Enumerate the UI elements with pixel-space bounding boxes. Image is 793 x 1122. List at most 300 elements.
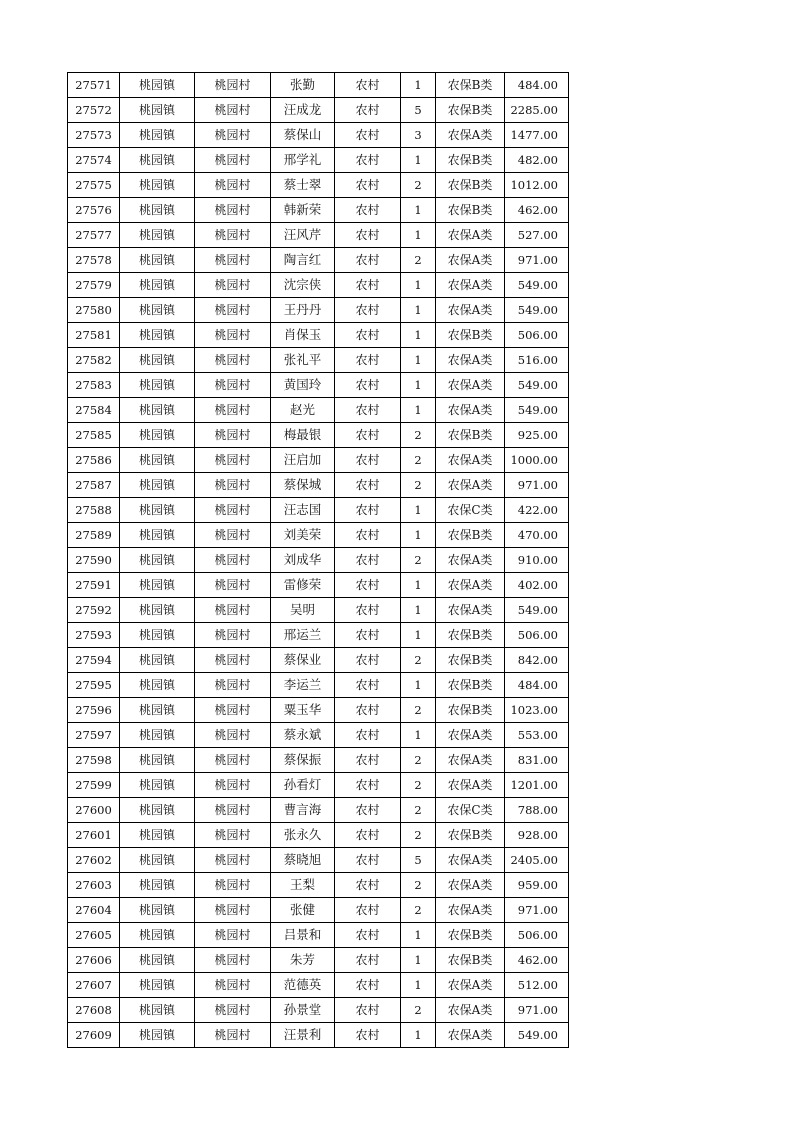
village-cell: 桃园村 bbox=[195, 823, 271, 848]
name-cell: 汪景利 bbox=[271, 1023, 335, 1048]
village-cell: 桃园村 bbox=[195, 473, 271, 498]
table-row bbox=[68, 473, 569, 498]
amount-cell: 549.00 bbox=[505, 398, 569, 423]
name-cell: 雷修荣 bbox=[271, 573, 335, 598]
household-type-cell: 农村 bbox=[335, 123, 401, 148]
category-cell: 农保A类 bbox=[436, 848, 505, 873]
record-id-cell: 27606 bbox=[68, 948, 120, 973]
town-cell: 桃园镇 bbox=[120, 373, 195, 398]
name-cell: 刘美荣 bbox=[271, 523, 335, 548]
member-count-cell: 2 bbox=[401, 648, 436, 673]
name-cell: 吴明 bbox=[271, 598, 335, 623]
table-row bbox=[68, 448, 569, 473]
category-cell: 农保A类 bbox=[436, 573, 505, 598]
record-id-cell: 27571 bbox=[68, 73, 120, 98]
household-type-cell: 农村 bbox=[335, 373, 401, 398]
household-type-cell: 农村 bbox=[335, 423, 401, 448]
household-type-cell: 农村 bbox=[335, 473, 401, 498]
member-count-cell: 1 bbox=[401, 523, 436, 548]
member-count-cell: 2 bbox=[401, 798, 436, 823]
category-cell: 农保C类 bbox=[436, 498, 505, 523]
amount-cell: 516.00 bbox=[505, 348, 569, 373]
town-cell: 桃园镇 bbox=[120, 298, 195, 323]
town-cell: 桃园镇 bbox=[120, 823, 195, 848]
town-cell: 桃园镇 bbox=[120, 123, 195, 148]
name-cell: 陶言红 bbox=[271, 248, 335, 273]
table-row bbox=[68, 598, 569, 623]
record-id-cell: 27585 bbox=[68, 423, 120, 448]
name-cell: 汪成龙 bbox=[271, 98, 335, 123]
table-row bbox=[68, 273, 569, 298]
village-cell: 桃园村 bbox=[195, 648, 271, 673]
household-type-cell: 农村 bbox=[335, 248, 401, 273]
table-row bbox=[68, 873, 569, 898]
member-count-cell: 2 bbox=[401, 548, 436, 573]
village-cell: 桃园村 bbox=[195, 798, 271, 823]
household-type-cell: 农村 bbox=[335, 548, 401, 573]
amount-cell: 462.00 bbox=[505, 948, 569, 973]
member-count-cell: 1 bbox=[401, 498, 436, 523]
village-cell: 桃园村 bbox=[195, 723, 271, 748]
name-cell: 蔡保山 bbox=[271, 123, 335, 148]
village-cell: 桃园村 bbox=[195, 398, 271, 423]
name-cell: 张礼平 bbox=[271, 348, 335, 373]
village-cell: 桃园村 bbox=[195, 873, 271, 898]
table-row bbox=[68, 973, 569, 998]
table-row bbox=[68, 198, 569, 223]
town-cell: 桃园镇 bbox=[120, 898, 195, 923]
member-count-cell: 1 bbox=[401, 73, 436, 98]
category-cell: 农保A类 bbox=[436, 473, 505, 498]
household-type-cell: 农村 bbox=[335, 323, 401, 348]
record-id-cell: 27584 bbox=[68, 398, 120, 423]
village-cell: 桃园村 bbox=[195, 973, 271, 998]
category-cell: 农保B类 bbox=[436, 923, 505, 948]
amount-cell: 549.00 bbox=[505, 298, 569, 323]
record-id-cell: 27580 bbox=[68, 298, 120, 323]
name-cell: 王梨 bbox=[271, 873, 335, 898]
record-id-cell: 27590 bbox=[68, 548, 120, 573]
category-cell: 农保B类 bbox=[436, 698, 505, 723]
record-id-cell: 27598 bbox=[68, 748, 120, 773]
member-count-cell: 1 bbox=[401, 573, 436, 598]
member-count-cell: 2 bbox=[401, 773, 436, 798]
record-id-cell: 27587 bbox=[68, 473, 120, 498]
record-id-cell: 27573 bbox=[68, 123, 120, 148]
member-count-cell: 1 bbox=[401, 223, 436, 248]
town-cell: 桃园镇 bbox=[120, 423, 195, 448]
table-row bbox=[68, 498, 569, 523]
household-type-cell: 农村 bbox=[335, 798, 401, 823]
town-cell: 桃园镇 bbox=[120, 73, 195, 98]
member-count-cell: 1 bbox=[401, 1023, 436, 1048]
name-cell: 梅最银 bbox=[271, 423, 335, 448]
village-cell: 桃园村 bbox=[195, 598, 271, 623]
name-cell: 韩新荣 bbox=[271, 198, 335, 223]
name-cell: 孙景堂 bbox=[271, 998, 335, 1023]
member-count-cell: 1 bbox=[401, 398, 436, 423]
village-cell: 桃园村 bbox=[195, 448, 271, 473]
town-cell: 桃园镇 bbox=[120, 848, 195, 873]
amount-cell: 2405.00 bbox=[505, 848, 569, 873]
category-cell: 农保C类 bbox=[436, 798, 505, 823]
member-count-cell: 3 bbox=[401, 123, 436, 148]
table-row bbox=[68, 123, 569, 148]
village-cell: 桃园村 bbox=[195, 148, 271, 173]
table-row bbox=[68, 298, 569, 323]
village-cell: 桃园村 bbox=[195, 898, 271, 923]
name-cell: 吕景和 bbox=[271, 923, 335, 948]
town-cell: 桃园镇 bbox=[120, 348, 195, 373]
amount-cell: 959.00 bbox=[505, 873, 569, 898]
amount-cell: 971.00 bbox=[505, 473, 569, 498]
member-count-cell: 1 bbox=[401, 373, 436, 398]
category-cell: 农保B类 bbox=[436, 948, 505, 973]
name-cell: 赵光 bbox=[271, 398, 335, 423]
name-cell: 王丹丹 bbox=[271, 298, 335, 323]
record-id-cell: 27604 bbox=[68, 898, 120, 923]
town-cell: 桃园镇 bbox=[120, 223, 195, 248]
town-cell: 桃园镇 bbox=[120, 598, 195, 623]
category-cell: 农保B类 bbox=[436, 623, 505, 648]
record-id-cell: 27609 bbox=[68, 1023, 120, 1048]
household-type-cell: 农村 bbox=[335, 698, 401, 723]
village-cell: 桃园村 bbox=[195, 773, 271, 798]
amount-cell: 1023.00 bbox=[505, 698, 569, 723]
town-cell: 桃园镇 bbox=[120, 1023, 195, 1048]
table-row bbox=[68, 723, 569, 748]
village-cell: 桃园村 bbox=[195, 123, 271, 148]
town-cell: 桃园镇 bbox=[120, 998, 195, 1023]
name-cell: 蔡保城 bbox=[271, 473, 335, 498]
record-id-cell: 27597 bbox=[68, 723, 120, 748]
household-type-cell: 农村 bbox=[335, 623, 401, 648]
town-cell: 桃园镇 bbox=[120, 323, 195, 348]
record-id-cell: 27595 bbox=[68, 673, 120, 698]
category-cell: 农保A类 bbox=[436, 373, 505, 398]
amount-cell: 482.00 bbox=[505, 148, 569, 173]
amount-cell: 925.00 bbox=[505, 423, 569, 448]
member-count-cell: 1 bbox=[401, 198, 436, 223]
village-cell: 桃园村 bbox=[195, 323, 271, 348]
category-cell: 农保A类 bbox=[436, 723, 505, 748]
amount-cell: 842.00 bbox=[505, 648, 569, 673]
table-row bbox=[68, 348, 569, 373]
amount-cell: 506.00 bbox=[505, 923, 569, 948]
table-row bbox=[68, 173, 569, 198]
household-type-cell: 农村 bbox=[335, 773, 401, 798]
village-cell: 桃园村 bbox=[195, 248, 271, 273]
town-cell: 桃园镇 bbox=[120, 798, 195, 823]
household-type-cell: 农村 bbox=[335, 573, 401, 598]
household-type-cell: 农村 bbox=[335, 98, 401, 123]
table-row bbox=[68, 648, 569, 673]
amount-cell: 1012.00 bbox=[505, 173, 569, 198]
record-id-cell: 27575 bbox=[68, 173, 120, 198]
table-row bbox=[68, 798, 569, 823]
town-cell: 桃园镇 bbox=[120, 98, 195, 123]
data-table bbox=[67, 72, 569, 1048]
name-cell: 汪志国 bbox=[271, 498, 335, 523]
town-cell: 桃园镇 bbox=[120, 723, 195, 748]
amount-cell: 527.00 bbox=[505, 223, 569, 248]
name-cell: 李运兰 bbox=[271, 673, 335, 698]
table-row bbox=[68, 73, 569, 98]
table-row bbox=[68, 623, 569, 648]
table-row bbox=[68, 923, 569, 948]
category-cell: 农保B类 bbox=[436, 648, 505, 673]
table-row bbox=[68, 148, 569, 173]
town-cell: 桃园镇 bbox=[120, 198, 195, 223]
member-count-cell: 2 bbox=[401, 173, 436, 198]
name-cell: 粟玉华 bbox=[271, 698, 335, 723]
household-type-cell: 农村 bbox=[335, 1023, 401, 1048]
record-id-cell: 27578 bbox=[68, 248, 120, 273]
name-cell: 沈宗侠 bbox=[271, 273, 335, 298]
record-id-cell: 27572 bbox=[68, 98, 120, 123]
amount-cell: 549.00 bbox=[505, 598, 569, 623]
member-count-cell: 1 bbox=[401, 673, 436, 698]
town-cell: 桃园镇 bbox=[120, 548, 195, 573]
category-cell: 农保A类 bbox=[436, 223, 505, 248]
member-count-cell: 2 bbox=[401, 473, 436, 498]
member-count-cell: 2 bbox=[401, 698, 436, 723]
household-type-cell: 农村 bbox=[335, 298, 401, 323]
town-cell: 桃园镇 bbox=[120, 673, 195, 698]
member-count-cell: 2 bbox=[401, 823, 436, 848]
village-cell: 桃园村 bbox=[195, 73, 271, 98]
category-cell: 农保B类 bbox=[436, 198, 505, 223]
member-count-cell: 1 bbox=[401, 723, 436, 748]
town-cell: 桃园镇 bbox=[120, 948, 195, 973]
category-cell: 农保A类 bbox=[436, 123, 505, 148]
amount-cell: 971.00 bbox=[505, 248, 569, 273]
category-cell: 农保B类 bbox=[436, 173, 505, 198]
town-cell: 桃园镇 bbox=[120, 773, 195, 798]
category-cell: 农保B类 bbox=[436, 823, 505, 848]
category-cell: 农保A类 bbox=[436, 973, 505, 998]
table-row bbox=[68, 223, 569, 248]
member-count-cell: 1 bbox=[401, 348, 436, 373]
amount-cell: 470.00 bbox=[505, 523, 569, 548]
category-cell: 农保A类 bbox=[436, 348, 505, 373]
member-count-cell: 2 bbox=[401, 998, 436, 1023]
name-cell: 蔡晓旭 bbox=[271, 848, 335, 873]
amount-cell: 506.00 bbox=[505, 623, 569, 648]
record-id-cell: 27599 bbox=[68, 773, 120, 798]
category-cell: 农保A类 bbox=[436, 273, 505, 298]
record-id-cell: 27593 bbox=[68, 623, 120, 648]
category-cell: 农保A类 bbox=[436, 748, 505, 773]
record-id-cell: 27592 bbox=[68, 598, 120, 623]
table-row bbox=[68, 998, 569, 1023]
household-type-cell: 农村 bbox=[335, 923, 401, 948]
table-row bbox=[68, 748, 569, 773]
household-type-cell: 农村 bbox=[335, 223, 401, 248]
town-cell: 桃园镇 bbox=[120, 398, 195, 423]
record-id-cell: 27582 bbox=[68, 348, 120, 373]
village-cell: 桃园村 bbox=[195, 848, 271, 873]
household-type-cell: 农村 bbox=[335, 673, 401, 698]
name-cell: 曹言海 bbox=[271, 798, 335, 823]
name-cell: 邢运兰 bbox=[271, 623, 335, 648]
table-row bbox=[68, 773, 569, 798]
name-cell: 蔡保振 bbox=[271, 748, 335, 773]
amount-cell: 549.00 bbox=[505, 373, 569, 398]
village-cell: 桃园村 bbox=[195, 373, 271, 398]
record-id-cell: 27607 bbox=[68, 973, 120, 998]
amount-cell: 484.00 bbox=[505, 673, 569, 698]
name-cell: 范德英 bbox=[271, 973, 335, 998]
member-count-cell: 1 bbox=[401, 923, 436, 948]
amount-cell: 422.00 bbox=[505, 498, 569, 523]
town-cell: 桃园镇 bbox=[120, 623, 195, 648]
record-id-cell: 27581 bbox=[68, 323, 120, 348]
table-row bbox=[68, 423, 569, 448]
village-cell: 桃园村 bbox=[195, 673, 271, 698]
table-row bbox=[68, 1023, 569, 1048]
category-cell: 农保B类 bbox=[436, 323, 505, 348]
record-id-cell: 27608 bbox=[68, 998, 120, 1023]
village-cell: 桃园村 bbox=[195, 698, 271, 723]
amount-cell: 506.00 bbox=[505, 323, 569, 348]
household-type-cell: 农村 bbox=[335, 448, 401, 473]
table-row bbox=[68, 848, 569, 873]
town-cell: 桃园镇 bbox=[120, 448, 195, 473]
village-cell: 桃园村 bbox=[195, 573, 271, 598]
village-cell: 桃园村 bbox=[195, 173, 271, 198]
category-cell: 农保A类 bbox=[436, 548, 505, 573]
village-cell: 桃园村 bbox=[195, 198, 271, 223]
member-count-cell: 2 bbox=[401, 248, 436, 273]
member-count-cell: 5 bbox=[401, 98, 436, 123]
amount-cell: 2285.00 bbox=[505, 98, 569, 123]
household-type-cell: 农村 bbox=[335, 898, 401, 923]
household-type-cell: 农村 bbox=[335, 998, 401, 1023]
household-type-cell: 农村 bbox=[335, 823, 401, 848]
household-type-cell: 农村 bbox=[335, 173, 401, 198]
table-row bbox=[68, 573, 569, 598]
table-row bbox=[68, 323, 569, 348]
category-cell: 农保A类 bbox=[436, 873, 505, 898]
amount-cell: 484.00 bbox=[505, 73, 569, 98]
village-cell: 桃园村 bbox=[195, 948, 271, 973]
record-id-cell: 27605 bbox=[68, 923, 120, 948]
village-cell: 桃园村 bbox=[195, 98, 271, 123]
member-count-cell: 1 bbox=[401, 973, 436, 998]
member-count-cell: 1 bbox=[401, 273, 436, 298]
name-cell: 蔡士翠 bbox=[271, 173, 335, 198]
town-cell: 桃园镇 bbox=[120, 873, 195, 898]
amount-cell: 788.00 bbox=[505, 798, 569, 823]
amount-cell: 1201.00 bbox=[505, 773, 569, 798]
category-cell: 农保B类 bbox=[436, 673, 505, 698]
record-id-cell: 27594 bbox=[68, 648, 120, 673]
name-cell: 蔡保业 bbox=[271, 648, 335, 673]
household-type-cell: 农村 bbox=[335, 948, 401, 973]
record-id-cell: 27600 bbox=[68, 798, 120, 823]
record-id-cell: 27591 bbox=[68, 573, 120, 598]
amount-cell: 512.00 bbox=[505, 973, 569, 998]
village-cell: 桃园村 bbox=[195, 423, 271, 448]
record-id-cell: 27602 bbox=[68, 848, 120, 873]
household-type-cell: 农村 bbox=[335, 148, 401, 173]
household-type-cell: 农村 bbox=[335, 973, 401, 998]
town-cell: 桃园镇 bbox=[120, 573, 195, 598]
member-count-cell: 2 bbox=[401, 448, 436, 473]
household-type-cell: 农村 bbox=[335, 398, 401, 423]
category-cell: 农保A类 bbox=[436, 1023, 505, 1048]
name-cell: 张勤 bbox=[271, 73, 335, 98]
category-cell: 农保A类 bbox=[436, 248, 505, 273]
table-body bbox=[68, 73, 569, 1048]
household-type-cell: 农村 bbox=[335, 198, 401, 223]
name-cell: 蔡永斌 bbox=[271, 723, 335, 748]
town-cell: 桃园镇 bbox=[120, 148, 195, 173]
member-count-cell: 5 bbox=[401, 848, 436, 873]
member-count-cell: 1 bbox=[401, 948, 436, 973]
village-cell: 桃园村 bbox=[195, 623, 271, 648]
member-count-cell: 2 bbox=[401, 748, 436, 773]
household-type-cell: 农村 bbox=[335, 598, 401, 623]
category-cell: 农保A类 bbox=[436, 598, 505, 623]
town-cell: 桃园镇 bbox=[120, 698, 195, 723]
household-type-cell: 农村 bbox=[335, 523, 401, 548]
amount-cell: 928.00 bbox=[505, 823, 569, 848]
household-type-cell: 农村 bbox=[335, 848, 401, 873]
category-cell: 农保A类 bbox=[436, 998, 505, 1023]
town-cell: 桃园镇 bbox=[120, 748, 195, 773]
amount-cell: 402.00 bbox=[505, 573, 569, 598]
amount-cell: 831.00 bbox=[505, 748, 569, 773]
table-row bbox=[68, 948, 569, 973]
table-row bbox=[68, 698, 569, 723]
member-count-cell: 1 bbox=[401, 323, 436, 348]
category-cell: 农保A类 bbox=[436, 398, 505, 423]
town-cell: 桃园镇 bbox=[120, 973, 195, 998]
village-cell: 桃园村 bbox=[195, 998, 271, 1023]
category-cell: 农保A类 bbox=[436, 448, 505, 473]
village-cell: 桃园村 bbox=[195, 498, 271, 523]
amount-cell: 553.00 bbox=[505, 723, 569, 748]
table-row bbox=[68, 248, 569, 273]
household-type-cell: 农村 bbox=[335, 273, 401, 298]
table-row bbox=[68, 673, 569, 698]
name-cell: 黄国玲 bbox=[271, 373, 335, 398]
table-row bbox=[68, 898, 569, 923]
village-cell: 桃园村 bbox=[195, 548, 271, 573]
village-cell: 桃园村 bbox=[195, 348, 271, 373]
amount-cell: 462.00 bbox=[505, 198, 569, 223]
village-cell: 桃园村 bbox=[195, 1023, 271, 1048]
village-cell: 桃园村 bbox=[195, 923, 271, 948]
category-cell: 农保B类 bbox=[436, 423, 505, 448]
town-cell: 桃园镇 bbox=[120, 523, 195, 548]
category-cell: 农保A类 bbox=[436, 773, 505, 798]
category-cell: 农保B类 bbox=[436, 98, 505, 123]
amount-cell: 549.00 bbox=[505, 1023, 569, 1048]
name-cell: 张永久 bbox=[271, 823, 335, 848]
amount-cell: 1000.00 bbox=[505, 448, 569, 473]
table-row bbox=[68, 373, 569, 398]
member-count-cell: 1 bbox=[401, 298, 436, 323]
record-id-cell: 27577 bbox=[68, 223, 120, 248]
record-id-cell: 27579 bbox=[68, 273, 120, 298]
town-cell: 桃园镇 bbox=[120, 498, 195, 523]
table-row bbox=[68, 398, 569, 423]
amount-cell: 549.00 bbox=[505, 273, 569, 298]
category-cell: 农保B类 bbox=[436, 148, 505, 173]
